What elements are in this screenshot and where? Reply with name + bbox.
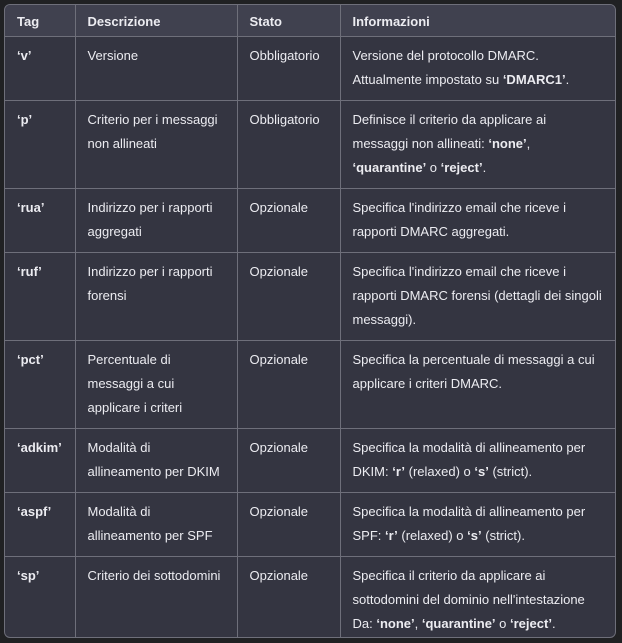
info-text: ,	[526, 136, 531, 151]
table-row	[5, 253, 615, 341]
table-row	[5, 493, 615, 557]
info-text: Specifica il criterio da applicare ai sottodomini del dominio nell'intestazione Da:	[352, 568, 585, 631]
header-stato: Stato	[237, 5, 340, 37]
info-text: (strict).	[481, 528, 525, 543]
table-row	[5, 101, 615, 189]
cell-informazioni	[340, 341, 615, 429]
info-value-bold: ‘s’	[467, 528, 482, 543]
info-text: (relaxed) o	[397, 528, 468, 543]
cell-informazioni	[340, 493, 615, 557]
info-value-bold: ‘none’	[488, 136, 527, 151]
table-row	[5, 189, 615, 253]
info-value-bold: ‘quarantine’	[421, 616, 496, 631]
dmarc-tags-table	[5, 5, 615, 638]
info-text: Specifica la modalità di allineamento per SPF:	[352, 504, 586, 543]
info-text: (strict).	[488, 464, 533, 479]
cell-stato: Obbligatorio	[237, 37, 340, 101]
info-value-bold: ‘reject’	[440, 160, 483, 175]
info-text: .	[551, 616, 556, 631]
cell-stato: Opzionale	[237, 429, 340, 493]
table-row	[5, 557, 615, 639]
cell-tag: ‘v’	[5, 37, 75, 101]
info-text: ,	[414, 616, 422, 631]
header-tag: Tag	[5, 5, 75, 37]
cell-descrizione: Indirizzo per i rapporti aggregati	[75, 189, 237, 253]
cell-informazioni	[340, 429, 615, 493]
info-text: .	[482, 160, 487, 175]
cell-descrizione: Percentuale di messaggi a cui applicare i criteri	[75, 341, 237, 429]
info-text: (relaxed) o	[405, 464, 475, 479]
cell-informazioni	[340, 557, 615, 639]
info-text: Specifica l'indirizzo email che riceve i rapporti DMARC aggregati.	[352, 200, 566, 239]
info-value-bold: ‘none’	[376, 616, 415, 631]
cell-stato: Opzionale	[237, 557, 340, 639]
cell-tag: ‘rua’	[5, 189, 75, 253]
info-value-bold: ‘r’	[392, 464, 405, 479]
cell-stato: Opzionale	[237, 341, 340, 429]
info-text: o	[495, 616, 511, 631]
cell-descrizione: Indirizzo per i rapporti forensi	[75, 253, 237, 341]
info-text: Specifica l'indirizzo email che riceve i rapporti DMARC forensi (dettagli dei singoli messaggi).	[352, 264, 602, 327]
info-value-bold: ‘r’	[385, 528, 398, 543]
cell-descrizione: Modalità di allineamento per SPF	[75, 493, 237, 557]
cell-stato: Obbligatorio	[237, 101, 340, 189]
cell-tag: ‘adkim’	[5, 429, 75, 493]
info-text: Specifica la modalità di allineamento per DKIM:	[352, 440, 586, 479]
info-text: Definisce il criterio da applicare ai messaggi non allineati:	[352, 112, 547, 151]
cell-tag: ‘pct’	[5, 341, 75, 429]
cell-tag: ‘p’	[5, 101, 75, 189]
cell-stato: Opzionale	[237, 189, 340, 253]
cell-stato: Opzionale	[237, 253, 340, 341]
cell-tag: ‘aspf’	[5, 493, 75, 557]
info-value-bold: ‘DMARC1’	[502, 72, 566, 87]
info-value-bold: ‘quarantine’	[352, 160, 427, 175]
info-text: Versione del protocollo DMARC. Attualmente impostato su	[352, 48, 539, 87]
cell-tag: ‘ruf’	[5, 253, 75, 341]
cell-informazioni	[340, 37, 615, 101]
header-informazioni: Informazioni	[340, 5, 615, 37]
cell-informazioni	[340, 189, 615, 253]
header-descrizione: Descrizione	[75, 5, 237, 37]
cell-informazioni	[340, 253, 615, 341]
table-row	[5, 341, 615, 429]
info-text: .	[565, 72, 570, 87]
cell-stato: Opzionale	[237, 493, 340, 557]
info-text: Specifica la percentuale di messaggi a cui applicare i criteri DMARC.	[352, 352, 595, 391]
cell-descrizione: Versione	[75, 37, 237, 101]
cell-descrizione: Criterio dei sottodomini	[75, 557, 237, 639]
cell-descrizione: Criterio per i messaggi non allineati	[75, 101, 237, 189]
table-header-row	[5, 5, 615, 37]
info-text: o	[426, 160, 441, 175]
table-row	[5, 429, 615, 493]
info-value-bold: ‘s’	[474, 464, 489, 479]
cell-informazioni	[340, 101, 615, 189]
info-value-bold: ‘reject’	[510, 616, 552, 631]
cell-descrizione: Modalità di allineamento per DKIM	[75, 429, 237, 493]
dmarc-tags-table-container	[4, 4, 616, 638]
table-row	[5, 37, 615, 101]
cell-tag: ‘sp’	[5, 557, 75, 639]
